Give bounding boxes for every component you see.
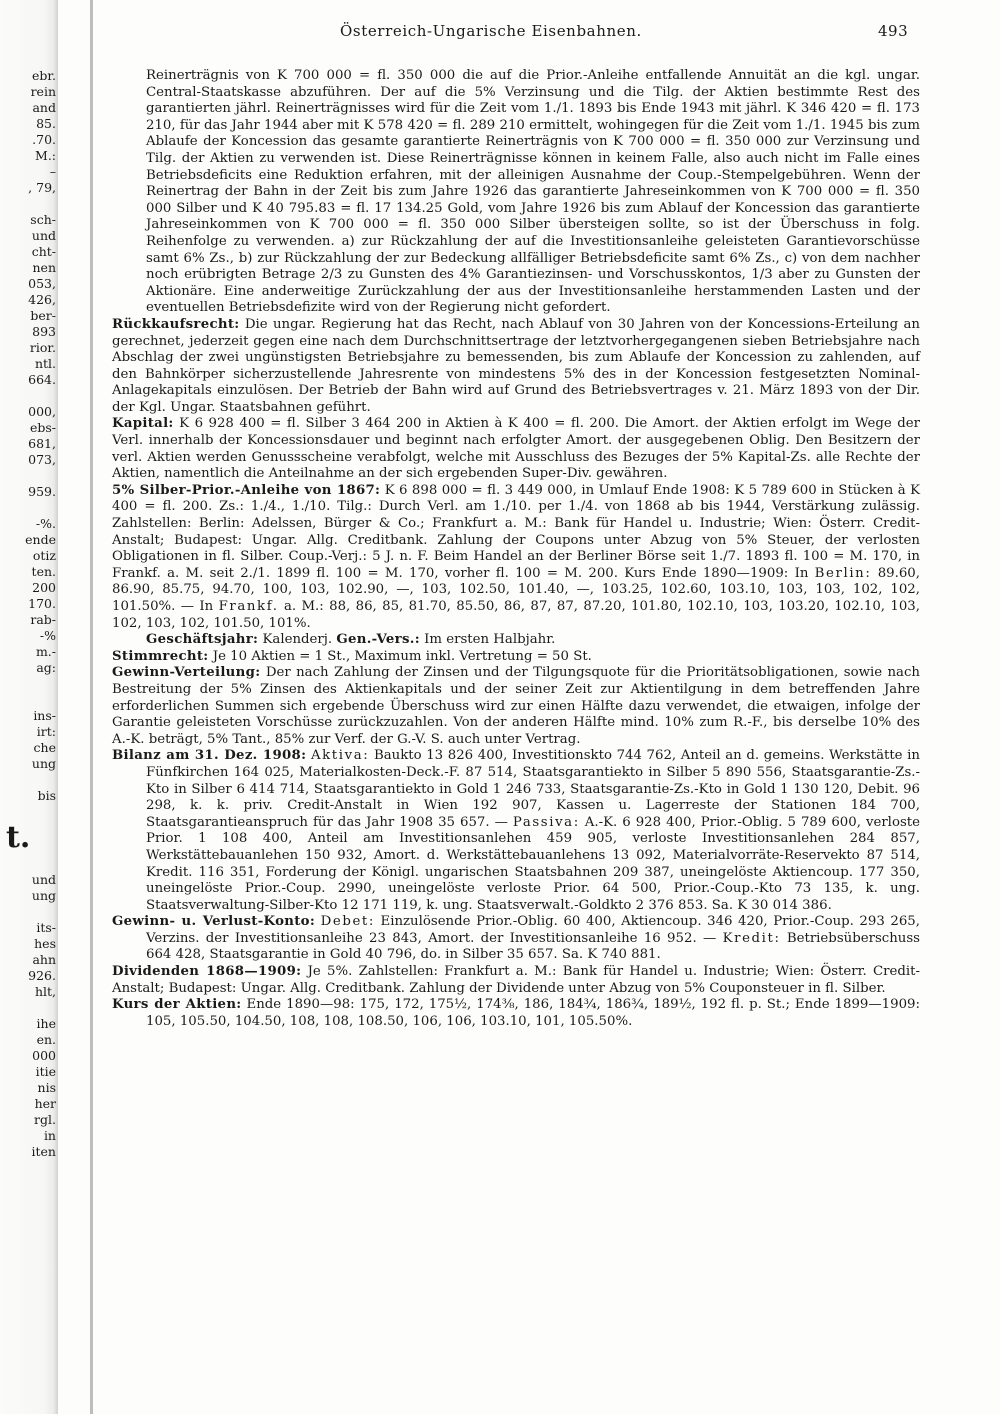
paragraph-kurs-der-aktien [112,997,920,1030]
margin-fragment: en. [36,1032,56,1047]
margin-fragment: ebs- [29,420,56,435]
paragraph-text: K 6 928 400 = fl. Silber 3 464 200 in Aktien à K 400 = fl. 200. Die Amort. der Aktien erfolgt im Wege der Verl. innerhalb der Koncessionsdauer und beginnt nach erfolgter Amort. der ausgegebenen Oblig. Den Besitzern der verl. Aktien werden Genussscheine verabfolgt, welche mit Ausschluss des Bezuges der 5% Kapital-Zs. alle Rechte der Aktien, namentlich die Anteilnahme an der sich ergebenden Super-Div. gewähren. [112,416,920,482]
margin-fragment: m.- [35,644,56,659]
section-label: Rückkaufsrecht: [112,316,240,332]
margin-fragment: 85. [36,116,56,131]
paragraph-reinertraegnis [112,68,920,317]
margin-fragment: 926. [28,968,56,983]
paragraph-text: Betriebsüberschuss 664 428, Staatsgarantie in Gold 40 796, do. in Silber 35 657. Sa. K 740 881. [146,930,920,963]
margin-fragment: ag: [36,660,56,675]
paragraph-text: K 6 898 000 = fl. 3 449 000, in Umlauf Ende 1908: K 5 789 600 in Stücken à K 400 = fl. 200. Zs.: 1./4., 1./10. Tilg.: Durch Verl. am 1./10. per 1./4. von 1868 ab bis 1944, Verstärkung zulässig. Zahlstellen: Berlin: Adelssen, Bürger & Co.; Frankfurt a. M.: Bank für Handel u. Industrie; Wien: Österr. Credit-Anstalt; Budapest: Ungar. Allg. Creditbank. Zahlung der Coupons unter Abzug von 5% Steuer, der verlosten Obligationen in fl. Silber. Coup.-Verj.: 5 J. n. F. Beim Handel an der Berliner Börse seit 1./7. 1893 fl. 100 = M. 170, in Frankf. a. M. seit 2./1. 1899 fl. 100 = M. 170, vorher fl. 100 = M. 200. Kurs Ende 1890—1909: In [112,482,921,581]
margin-fragment: 959. [28,484,56,499]
section-label: Gewinn-Verteilung: [112,665,261,681]
margin-fragment [0,676,56,692]
paragraph-gewinn-verlust [112,914,920,964]
section-label: Gewinn- u. Verlust-Konto: [112,914,316,930]
margin-fragment: -% [39,628,56,643]
left-margin-fragments [0,68,56,1160]
margin-fragment: cht- [31,244,56,259]
margin-fragment [0,692,56,708]
paragraph-text: Einzulösende Prior.-Oblig. 60 400, Aktiencoup. 346 420, Prior.-Coup. 293 265, Verzins. der Investitionsanleihe 23 843, Amort. der Investitionsanleihe 16 952. — [146,914,920,946]
margin-fragment [0,500,56,516]
margin-fragment [0,772,56,788]
spaced-label: Aktiva: [310,748,370,764]
margin-fragment: 893 [32,324,56,339]
section-label: Stimmrecht: [112,648,209,664]
margin-fragment: ende [25,532,56,547]
header-title: Österreich-Ungarische Eisenbahnen. [340,22,642,40]
margin-fragment [0,196,56,212]
margin-fragment: nen [32,260,56,275]
margin-fragment: -%. [35,516,56,531]
paragraph-stimmrecht [112,649,920,666]
margin-fragment: 426, [28,292,56,307]
margin-fragment: sch- [30,212,56,227]
margin-fragment: 681, [28,436,56,451]
margin-fragment: hes [34,936,56,951]
section-label: Kurs der Aktien: [112,997,242,1013]
paragraph-text: a. M.: 88, 86, 85, 81.70, 85.50, 86, 87, 87, 87.20, 101.80, 102.10, 103, 103.20, 102.10, 103, 102, 103, 102, 101.50, 101%. [112,599,920,631]
margin-fragment: – [49,164,56,179]
paragraph-text: Ende 1890—98: 175, 172, 175½, 174⅜, 186, 184¾, 186¾, 189½, 192 fl. p. St.; Ende 1899—1909: 105, 105.50, 104.50, 108, 108, 108.50, 106, 106, 103.10, 101, 105.50%. [146,997,921,1029]
paragraph-text: Der nach Zahlung der Zinsen und der Tilgungsquote für die Prioritätsobligationen, sowie nach Bestreitung der 5% Zinsen des Aktienkapitals und der seiner Zeit zur Aktientilgung in dem betreffenden Jahre erforderlichen Summen sich ergebende Überschuss wird zur einen Hälfte dazu verwendet, die etwaigen, infolge der Garantie geleisteten Vorschüsse zurückzuzahlen. Von der anderen Hälfte mind. 10% zum R.-F., bis derselbe 10% des A.-K. beträgt, 5% Tant., 85% zur Verf. der G.-V. S. auch unter Vertrag. [112,665,920,747]
margin-fragment: ihe [36,1016,56,1031]
margin-fragment: 000, [28,404,56,419]
margin-fragment: 053, [28,276,56,291]
section-label: Kapital: [112,416,174,432]
spaced-label: Kredit: [722,930,781,946]
margin-fragment: 170. [28,596,56,611]
margin-fragment: ber- [30,308,56,323]
page-number: 493 [878,22,909,40]
margin-fragment [0,468,56,484]
margin-fragment: , 79, [28,180,56,195]
margin-fragment: bis [37,788,56,803]
margin-fragment: .70. [32,132,56,147]
margin-fragment: itie [35,1064,56,1079]
margin-fragment: rgl. [34,1112,56,1127]
margin-fragment: che [33,740,56,755]
margin-fragment: in [43,1128,56,1143]
spaced-label: Frankf. [218,599,279,614]
spaced-label: Berlin: [814,565,872,581]
page-fold-shadow [90,0,93,1414]
paragraph-text: Im ersten Halbjahr. [424,632,556,648]
paragraph-text: Kalenderj. [262,632,333,648]
margin-fragment: ahn [32,952,56,967]
margin-fragment: 000 [32,1048,56,1063]
margin-fragment: 073, [28,452,56,467]
paragraph-rueckkaufsrecht [112,317,920,417]
paragraph-text: Reinerträgnis von K 700 000 = fl. 350 000 die auf die Prior.-Anleihe entfallende Annuität an die kgl. ungar. Central-Staatskasse abzuführen. Der auf die 5% Verzinsung und die Tilg. der Aktien bestimmte Rest des garantierten jährl. Reinerträgnisses wird für die Zeit vom 1./1. 1893 bis Ende 1943 mit jährl. K 346 420 = fl. 173 210, für das Jahr 1944 aber mit K 578 420 = fl. 289 210 ermittelt, wohingegen für die Zeit vom 1./1. 1945 bis zum Ablaufe der Koncession das gesamte garantierte Reinerträgnis von K 700 000 = fl. 350 000 zur Verzinsung und Tilg. der Aktien zu verwenden ist. Diese Reinerträgnisse können in keinem Falle, also auch nicht im Falle eines Betriebsdeficits eine Reduktion erfahren, mit der alleinigen Ausnahme der Coup.-Stempelgebühren. Wenn der Reinertrag der Bahn in der Zeit bis zum Jahre 1926 das garantierte Jahreseinkommen von K 700 000 = fl. 350 000 Silber und K 40 795.83 = fl. 17 134.25 Gold, vom Jahre 1926 bis zum Ablauf der Koncession das garantierte Jahreseinkommen von K 700 000 = fl. 350 000 Silber übersteigen sollte, so ist der Überschuss in folg. Reihenfolge zu verwenden. a) zur Rückzahlung der auf die Investitionsanleihe geleisteten Garantievorschüsse samt 6% Zs., b) zur Rückzahlung der zur Bedeckung allfälliger Betriebsdeficite samt 6% Zs., c) von dem nachher noch erübrigten Betrage 2/3 zu Gunsten des 4% Garantiezinsen- und Vorschusskontos, 1/3 aber zu Gunsten der Aktionäre. Eine anderweitige Zurückzahlung der aus der Investitionsanleihe herstammenden Lasten und der eventuellen Betriebsdefizite wird von der Regierung nicht gefordert. [146,68,920,316]
margin-fragment: its- [36,920,56,935]
margin-fragment: ung [31,888,56,903]
margin-fragment: t. [6,820,31,855]
paragraph-bilanz [112,748,920,914]
margin-fragment: her [34,1096,56,1111]
margin-fragment [0,1000,56,1016]
paragraph-text: Baukto 13 826 400, Investitionskto 744 762, Anteil an d. gemeins. Werkstätte in Fünfkirchen 164 025, Materialkosten-Deck.-F. 87 514, Staatsgarantiekto in Silber 5 890 556, Staatsgarantie-Zs.-Kto in Silber 6 414 714, Staatsgarantiekto in Gold 1 246 733, Staatsgarantie-Zs.-Kto in Gold 1 130 120, Debit. 96 298, k. k. priv. Credit-Anstalt in Wien 192 907, Kassen u. Lagerreste der Stationen 184 700, Staatsgarantieanspruch für das Jahr 1908 35 657. — [146,748,920,830]
spaced-label: Passiva: [512,814,580,830]
margin-fragment: und [31,872,56,887]
margin-fragment: ebr. [32,68,56,83]
margin-fragment [0,388,56,404]
margin-fragment: nis [37,1080,56,1095]
paragraph-anleihe [112,483,920,632]
paragraph-text: Je 10 Aktien = 1 St., Maximum inkl. Vertretung = 50 St. [212,648,592,664]
margin-fragment [0,856,56,872]
section-label: Dividenden 1868—1909: [112,964,302,980]
margin-fragment: rein [30,84,56,99]
margin-fragment: 664. [28,372,56,387]
margin-fragment: und [31,228,56,243]
section-label: Gen.-Vers.: [336,632,420,648]
margin-fragment: irt: [36,724,56,739]
margin-fragment: rab- [30,612,56,627]
section-label: Bilanz am 31. Dez. 1908: [112,748,307,764]
margin-fragment [0,804,56,820]
paragraph-geschaeftsjahr [112,632,920,649]
paragraph-text: Je 5%. Zahlstellen: Frankfurt a. M.: Bank für Handel u. Industrie; Wien: Österr. Credit-Anstalt; Budapest: Ungar. Allg. Creditbank. Zahlung der Dividende unter Abzug von 5% Couponsteuer in fl. Silber. [112,964,920,996]
margin-fragment: hlt, [34,984,56,999]
margin-fragment: otiz [32,548,56,563]
margin-fragment: M.: [35,148,56,163]
margin-fragment: and [32,100,56,115]
paragraph-text: 89.60, 86.90, 85.75, 94.70, 100, 103, 102.90, —, 103, 102.50, 101.40, —, 103.25, 102.60, 103.10, 103, 103, 102, 102, 101.50%. — In [112,565,920,614]
margin-fragment: ten. [31,564,56,579]
running-header [0,22,1000,44]
margin-fragment [0,904,56,920]
paragraph-kapital [112,416,920,482]
margin-fragment: 200 [32,580,56,595]
paragraph-dividenden [112,964,920,997]
margin-fragment: iten [31,1144,56,1159]
section-label: Geschäftsjahr: [146,632,259,648]
paragraph-text: A.-K. 6 928 400, Prior.-Oblig. 5 789 600, verloste Prior. 1 108 400, Anteil am Investitionsanlehen 459 905, verloste Investitionsanlehen 284 857, Werkstättebauanlehen 150 932, Amort. d. Werkstättebauanlehens 13 092, Materialvorräte-Reservekto 87 514, Kredit. 116 351, Forderung der Königl. ungarischen Staatsbahnen 209 387, uneingelöste Aktiencoup. 177 350, uneingelöste Prior.-Coup. 2990, uneingelöste verloste Prior. 64 500, Prior.-Coup.-Kto 73 135, k. ung. Staatsverwaltung-Silber-Kto 12 171 119, k. ung. Staatsverwalt.-Goldkto 2 376 853. Sa. K 30 014 386. [146,814,920,913]
section-label: 5% Silber-Prior.-Anleihe von 1867: [112,482,381,498]
margin-fragment: ung [31,756,56,771]
margin-fragment: ins- [33,708,56,723]
main-text [112,68,920,1030]
margin-fragment: rior. [29,340,56,355]
spaced-label: Debet: [320,914,375,930]
paragraph-text: Die ungar. Regierung hat das Recht, nach Ablauf von 30 Jahren von der Koncessions-Erteilung an gerechnet, jederzeit gegen eine nach dem Durchschnittsertrage der letztvorhergegangenen sieben Betriebsjahre nach Abschlag der zwei ungünstigsten Betriebsjahre zu bemessenden, bis zum Ablaufe der Koncession zu zahlenden, auf den Bahnkörper sicherzustellende Jahresrente von mindestens 5% des in der Koncession festgesetzten Nominal-Anlagekapitals einzulösen. Der Betrieb der Bahn wird auf Grund des Betriebsvertrages v. 21. März 1893 von der Dir. der Kgl. Ungar. Staatsbahnen geführt. [112,316,920,415]
margin-fragment: ntl. [34,356,56,371]
paragraph-gewinn-verteilung [112,665,920,748]
